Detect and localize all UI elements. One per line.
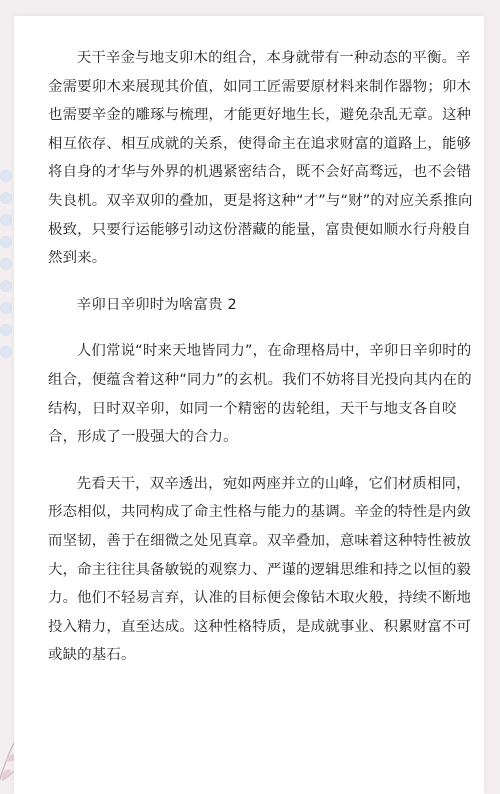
article-paper	[14, 16, 484, 794]
dot-decoration	[0, 170, 12, 182]
dot-decoration	[0, 302, 12, 314]
article-content	[48, 44, 484, 688]
dot-decoration	[0, 280, 12, 292]
dot-decoration	[0, 236, 12, 248]
article-heading: 辛卯日辛卯时为啥富贵 2	[76, 296, 237, 313]
dot-decoration	[0, 214, 12, 226]
dot-decoration	[0, 192, 12, 204]
article-paragraph-2: 人们常说“时来天地皆同力”，在命理格局中，辛卯日辛卯时的组合，便蕴含着这种“同力”的玄机。我们不妨将目光投向其内在的结构，日时双辛卯，如同一个精密的齿轮组，天干与地支各自咬合，形成了一股强大的合力。	[48, 343, 472, 446]
dot-decoration	[0, 346, 12, 358]
article-paragraph-1: 天干辛金与地支卯木的组合，本身就带有一种动态的平衡。辛金需要卯木来展现其价值，如同工匠需要原材料来制作器物；卯木也需要辛金的雕琢与梳理，才能更好地生长，避免杂乱无章。这种相互依存、相互成就的关系，使得命主在追求财富的道路上，能够将自身的才华与外界的机遇紧密结合，既不会好高骛远，也不会错失良机。双辛双卯的叠加，更是将这种“才”与“财”的对应关系推向极致，只要行运能够引动这份潜藏的能量，富贵便如顺水行舟般自然到来。	[48, 50, 473, 267]
dot-decoration	[0, 258, 12, 270]
article-paragraph-3: 先看天干，双辛透出，宛如两座并立的山峰，它们材质相同，形态相似，共同构成了命主性格与能力的基调。辛金的特性是内敛而坚韧，善于在细微之处见真章。双辛叠加，意味着这种特性被放大，命主往往具备敏锐的观察力、严谨的逻辑思维和持之以恒的毅力。他们不轻易言弃，认准的目标便会像钻木取火般，持续不断地投入精力，直至达成。这种性格特质，是成就事业、积累财富不可或缺的基石。	[48, 475, 472, 664]
dot-decoration	[0, 324, 12, 336]
